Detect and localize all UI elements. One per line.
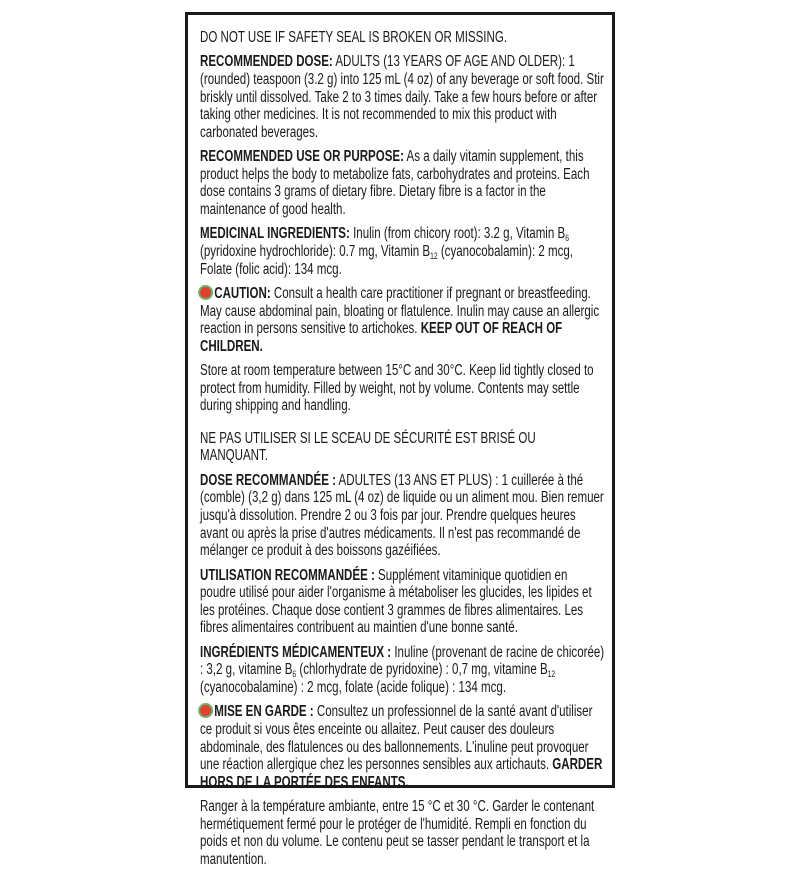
use-text-fr: Supplément vitaminique quotidien en poudre utilisé pour aider l'organisme à métaboliser les glucides, les lipides et les protéines. Chaque dose contient 3 grammes de fibres alimentaires. Les fibres alimentaires contribuent au maintien d'une bonne santé. [200,566,592,637]
caution-section-fr [200,703,605,791]
ingredients-text-en: (pyridoxine hydrochloride): 0.7 mg, Vitamin B [200,242,431,260]
caution-section-en [200,285,605,355]
caution-text-en: Consult a health care practitioner if pregnant or breastfeeding. May cause abdominal pain, bloating or flatulence. Inulin may cause an allergic reaction in persons sensitive to artichokes. [200,284,600,338]
ingredients-text-fr: (cyanocobalamine) : 2 mcg, folate (acide folique) : 134 mcg. [200,678,507,696]
ingredients-section-en [200,225,605,278]
caution-text-fr: Consultez un professionnel de la santé avant d'utiliser ce produit si vous êtes enceinte ou allaitez. Peut causer des douleurs abdominale, des flatulences ou des ballonnements. L'inuline peut provoquer une réaction allergique chez les personnes sensibles aux artichauts. [200,703,593,774]
caution-heading-fr: MISE EN GARDE : [214,703,314,721]
caution-dot-icon [198,703,213,718]
caution-heading-en: CAUTION: [214,284,271,302]
use-heading-en: RECOMMENDED USE OR PURPOSE: [200,148,404,166]
product-label-panel [185,12,615,868]
use-section-fr [200,567,605,637]
ingredients-text-en: (cyanocobalamin): 2 mcg, Folate (folic acid): 134 mcg. [200,242,574,278]
storage-section-en: Store at room temperature between 15°C and 30°C. Keep lid tightly closed to protect from humidity. Filled by weight, not by volume. Contents may settle during shipping and handling. [200,362,594,415]
ingredients-heading-fr: INGRÉDIENTS MÉDICAMENTEUX : [200,643,392,661]
dose-heading-en: RECOMMENDED DOSE: [200,53,333,71]
storage-section-fr: Ranger à la température ambiante, entre 15 °C et 30 °C. Garder le contenant hermétiquement fermé pour le protéger de l'humidité. Rempli en fonction du poids et non du volume. Le contenu peut se tasser pendant le transport et la manutention. [200,798,595,868]
keep-out-of-reach-en: KEEP OUT OF REACH OF CHILDREN. [200,320,563,355]
label-text-content [200,29,605,875]
ingredients-text-fr: Inuline (provenant de racine de chicorée) : 3,2 g, vitamine B [200,643,605,679]
caution-dot-icon [198,285,213,300]
ingredients-text-fr: (chlorhydrate de pyridoxine) : 0,7 mg, vitamine B [296,661,548,679]
vitamin-b12-subscript-en: 12 [430,250,438,261]
dose-section-fr [200,472,605,560]
vitamin-b6-subscript-en: 6 [565,233,569,244]
use-section-en [200,148,605,218]
use-text-en: As a daily vitamin supplement, this product helps the body to metabolize fats, carbohydrates and proteins. Each dose contains 3 grams of dietary fibre. Dietary fibre is a factor in the maintenance of good health. [200,148,590,218]
ingredients-section-fr [200,644,605,697]
seal-warning-en: DO NOT USE IF SAFETY SEAL IS BROKEN OR MISSING. [200,29,508,46]
ingredients-text-en: Inulin (from chicory root): 3.2 g, Vitamin B [349,225,566,243]
vitamin-b12-subscript-fr: 12 [547,669,556,680]
ingredients-heading-en: MEDICINAL INGREDIENTS: [200,225,350,243]
keep-out-of-reach-fr: GARDER HORS DE LA PORTÉE DES ENFANTS. [200,756,603,791]
dose-text-fr: ADULTES (13 ANS ET PLUS) : 1 cuillerée à thé (comble) (3,2 g) dans 125 mL (4 oz) de liquide ou un aliment mou. Bien remuer jusqu'à dissolution. Prendre 2 ou 3 fois par jour. Prendre quelques heures avant ou après la prise d'autres médicaments. Il n'est pas recommandé de mélanger ce produit à des boissons gazéifiées. [200,471,604,560]
vitamin-b6-subscript-fr: 6 [292,669,297,680]
dose-section-en [200,53,605,141]
seal-warning-fr: NE PAS UTILISER SI LE SCEAU DE SÉCURITÉ EST BRISÉ OU MANQUANT. [200,429,536,465]
dose-text-en: ADULTS (13 YEARS OF AGE AND OLDER): 1 (rounded) teaspoon (3.2 g) into 125 mL (4 oz) of any beverage or soft food. Stir briskly until dissolved. Take 2 to 3 times daily. Take a few hours before or after taking other medicines. It is not recommended to mix this product with carbonated beverages. [200,53,604,141]
dose-heading-fr: DOSE RECOMMANDÉE : [200,471,336,489]
use-heading-fr: UTILISATION RECOMMANDÉE : [200,566,375,584]
